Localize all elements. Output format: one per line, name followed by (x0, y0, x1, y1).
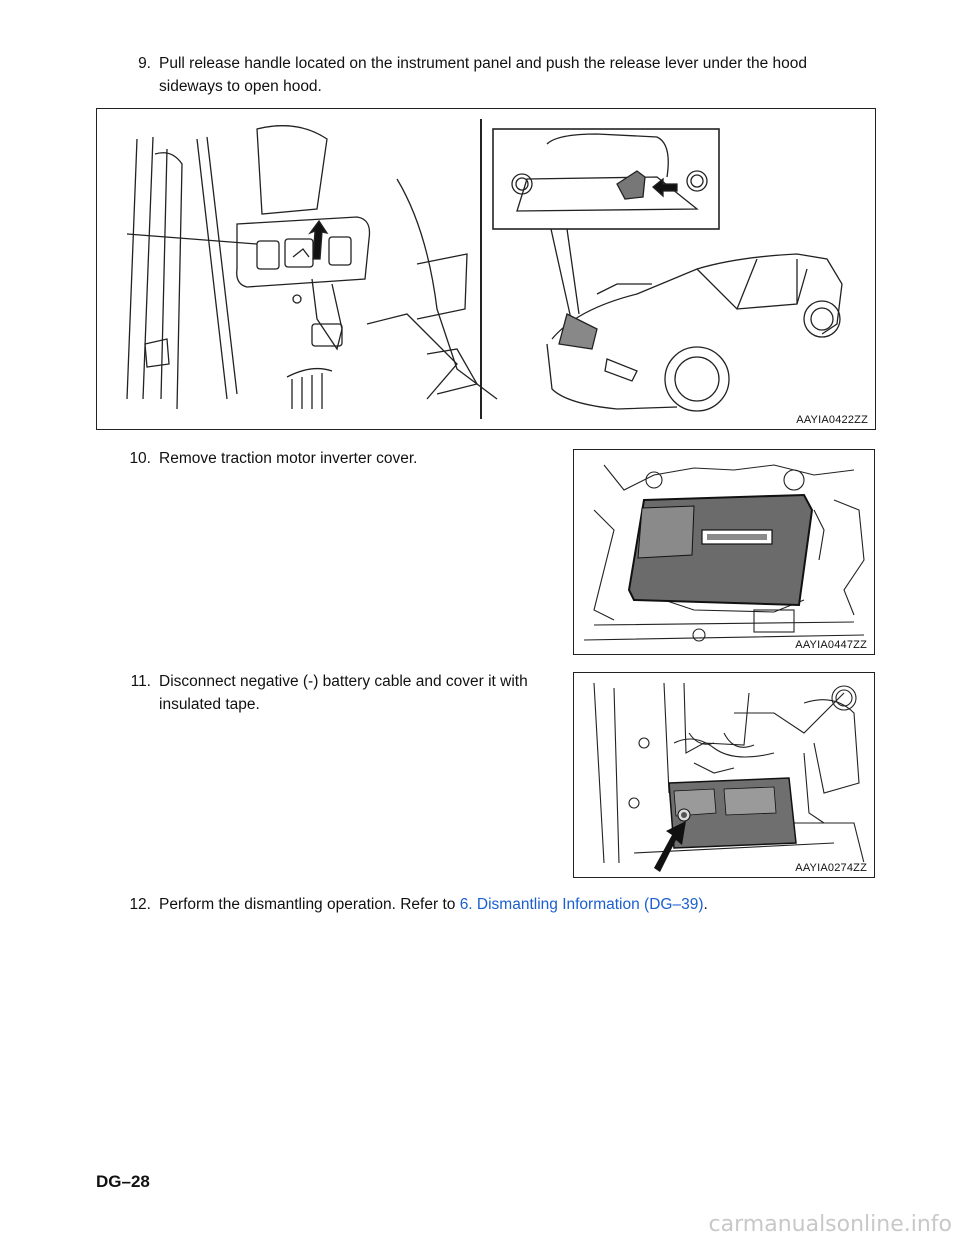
step-text-line: Pull release handle located on the instrument panel and push the release lever under the hood (159, 55, 808, 72)
hood-release-figure (96, 108, 876, 430)
step-number: 11. (130, 673, 151, 690)
step-text-line: Remove traction motor inverter cover. (159, 450, 418, 467)
step-number: 12. (129, 896, 151, 913)
battery-cable-figure (573, 672, 875, 878)
watermark: carmanualsonline.info (708, 1212, 952, 1237)
step-text-line: sideways to open hood. (159, 78, 322, 95)
figure-label: AAYIA0274ZZ (795, 862, 867, 874)
step-text (159, 893, 879, 916)
step-number: 9. (138, 55, 151, 72)
inverter-cover-illustration (574, 450, 874, 654)
battery-cable-illustration (574, 673, 874, 877)
step-text-line: Disconnect negative (-) battery cable and cover it with (159, 673, 528, 690)
step-text-after-link: . (703, 896, 708, 913)
step-text-before-link: Perform the dismantling operation. Refer to (159, 896, 460, 913)
page-number: DG–28 (96, 1172, 150, 1191)
figure-label: AAYIA0447ZZ (795, 639, 867, 651)
step-number: 10. (129, 450, 151, 467)
inverter-cover-figure (573, 449, 875, 655)
figure-label: AAYIA0422ZZ (796, 414, 868, 426)
hood-release-illustration (97, 109, 875, 429)
dismantling-information-link[interactable]: 6. Dismantling Information (DG–39) (459, 896, 704, 913)
step-text-line: insulated tape. (159, 696, 260, 713)
